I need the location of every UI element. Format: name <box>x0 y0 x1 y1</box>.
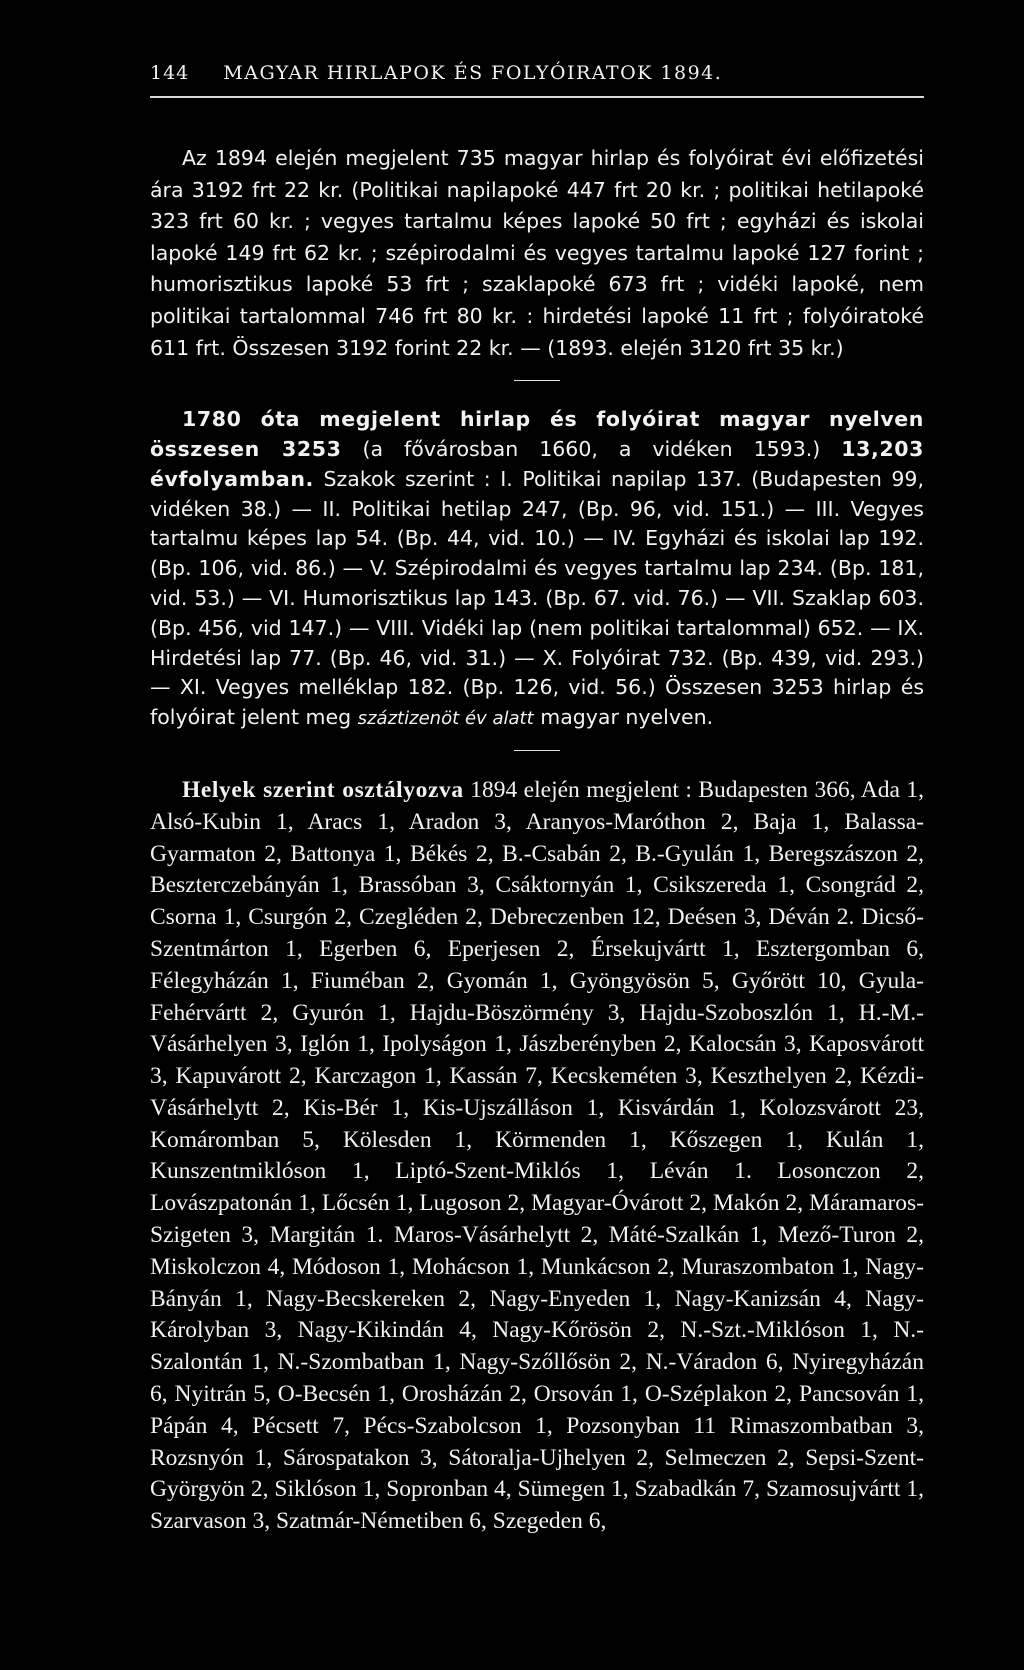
statistics-city-split: (a fővárosban 1660, a vidéken 1593.) <box>362 436 821 461</box>
section-divider <box>514 750 560 751</box>
statistics-tail: magyar nyelven. <box>540 705 714 730</box>
document-page <box>150 62 924 1538</box>
places-lead: Helyek szerint osztályozva <box>182 776 464 803</box>
subscription-paragraph: Az 1894 elején megjelent 735 magyar hirlap és folyóirat évi előfizetési ára 3192 frt 22 kr. (Politikai napilapoké 447 frt 20 kr. ; politikai hetilapoké 323 frt 60 kr. ; vegyes tartalmu képes lapoké 50 frt ; egyházi és iskolai lapoké 149 frt 62 kr. ; szépirodalmi és vegyes tartalmu lapoké 127 forint ; humorisztikus lapoké 53 frt ; szaklapoké 673 frt ; vidéki lapoké, nem politikai tartalommal 746 frt 80 kr. : hirdetési lapoké 11 frt ; folyóiratoké 611 frt. Összesen 3192 forint 22 kr. — (1893. elején 3120 frt 35 kr.) <box>150 146 924 360</box>
running-header <box>150 62 924 98</box>
statistics-paragraph <box>150 405 924 734</box>
statistics-italic: száztizenöt év alatt <box>357 708 534 730</box>
running-title: MAGYAR HIRLAPOK ÉS FOLYÓIRATOK 1894. <box>223 62 723 84</box>
places-body: 1894 elején megjelent : Budapesten 366, Ada 1, Alsó-Kubin 1, Aracs 1, Aradon 3, Aranyos-Maróthon 2, Baja 1, Balassa-Gyarmaton 2, Battonya 1, Békés 2, B.-Csabán 2, B.-Gyulán 1, Beregszászon 2, Beszterczebányán 1, Brassóban 3, Csáktornyán 1, Csikszereda 1, Csongrád 2, Csorna 1, Csurgón 2, Czegléden 2, Debreczenben 12, Deésen 3, Déván 2. Dicső-Szentmárton 1, Egerben 6, Eperjesen 2, Érsekujvártt 1, Esztergomban 6, Félegyházán 1, Fiuméban 2, Gyomán 1, Gyöngyösön 5, Győrött 10, Gyula-Fehérvártt 2, Gyurón 1, Hajdu-Böszörmény 3, Hajdu-Szoboszlón 1, H.-M.-Vásárhelyen 3, Iglón 1, Ipolyságon 1, Jászberényben 2, Kalocsán 3, Kaposvárott 3, Kapuvárott 2, Karczagon 1, Kassán 7, Kecskeméten 3, Keszthelyen 2, Kézdi-Vásárhelytt 2, Kis-Bér 1, Kis-Ujszálláson 1, Kisvárdán 1, Kolozsvárott 23, Komáromban 5, Kölesden 1, Körmenden 1, Kőszegen 1, Kulán 1, Kunszentmiklóson 1, Liptó-Szent-Miklós 1, Léván 1. Losonczon 2, Lovászpatonán 1, Lőcsén 1, Lugoson 2, Magyar-Óvárott 2, Makón 2, Máramaros-Szigeten 3, Margitán 1. Maros-Vásárhelytt 2, Máté-Szalkán 1, Mező-Turon 2, Miskolczon 4, Módoson 1, Mohácson 1, Munkácson 2, Muraszombaton 1, Nagy-Bányán 1, Nagy-Becskereken 2, Nagy-Enyeden 1, Nagy-Kanizsán 4, Nagy-Károlyban 3, Nagy-Kikindán 4, Nagy-Kőrösön 2, N.-Szt.-Miklóson 1, N.-Szalontán 1, N.-Szombatban 1, Nagy-Szőllősön 2, N.-Váradon 6, Nyiregyházán 6, Nyitrán 5, O-Becsén 1, Orosházán 2, Orsován 1, O-Széplakon 2, Pancsován 1, Pápán 4, Pécsett 7, Pécs-Szabolcson 1, Pozsonyban 11 Rimaszombatban 3, Rozsnyón 1, Sárospatakon 3, Sátoralja-Ujhelyen 2, Selmeczen 2, Sepsi-Szent-Györgyön 2, Siklóson 1, Sopronban 4, Sümegen 1, Szabadkán 7, Szamosujvártt 1, Szarvason 3, Szatmár-Németiben 6, Szegeden 6, <box>150 776 925 1535</box>
page-number: 144 <box>150 62 190 84</box>
statistics-body: Szakok szerint : I. Politikai napilap 137. (Budapesten 99, vidéken 38.) — II. Politikai hetilap 247, (Bp. 96, vid. 151.) — III. Vegyes tartalmu képes lap 54. (Bp. 44, vid. 10.) — IV. Egyházi és iskolai lap 192. (Bp. 106, vid. 86.) — V. Szépirodalmi és vegyes tartalmu lap 234. (Bp. 181, vid. 53.) — VI. Humorisztikus lap 143. (Bp. 67. vid. 76.) — VII. Szaklap 603. (Bp. 456, vid 147.) — VIII. Vidéki lap (nem politikai tartalommal) 652. — IX. Hirdetési lap 77. (Bp. 46, vid. 31.) — X. Folyóirat 732. (Bp. 439, vid. 293.) — XI. Vegyes melléklap 182. (Bp. 126, vid. 56.) Összesen 3253 hirlap és folyóirat jelent meg <box>150 466 924 730</box>
statistics-lead: 1780 óta megjelent hirlap és folyóirat magyar nyelven összesen 3253 <box>150 407 924 461</box>
places-paragraph <box>150 775 924 1538</box>
section-divider <box>514 380 560 381</box>
statistics-volumes: 13,203 évfolyamban. <box>150 436 924 491</box>
